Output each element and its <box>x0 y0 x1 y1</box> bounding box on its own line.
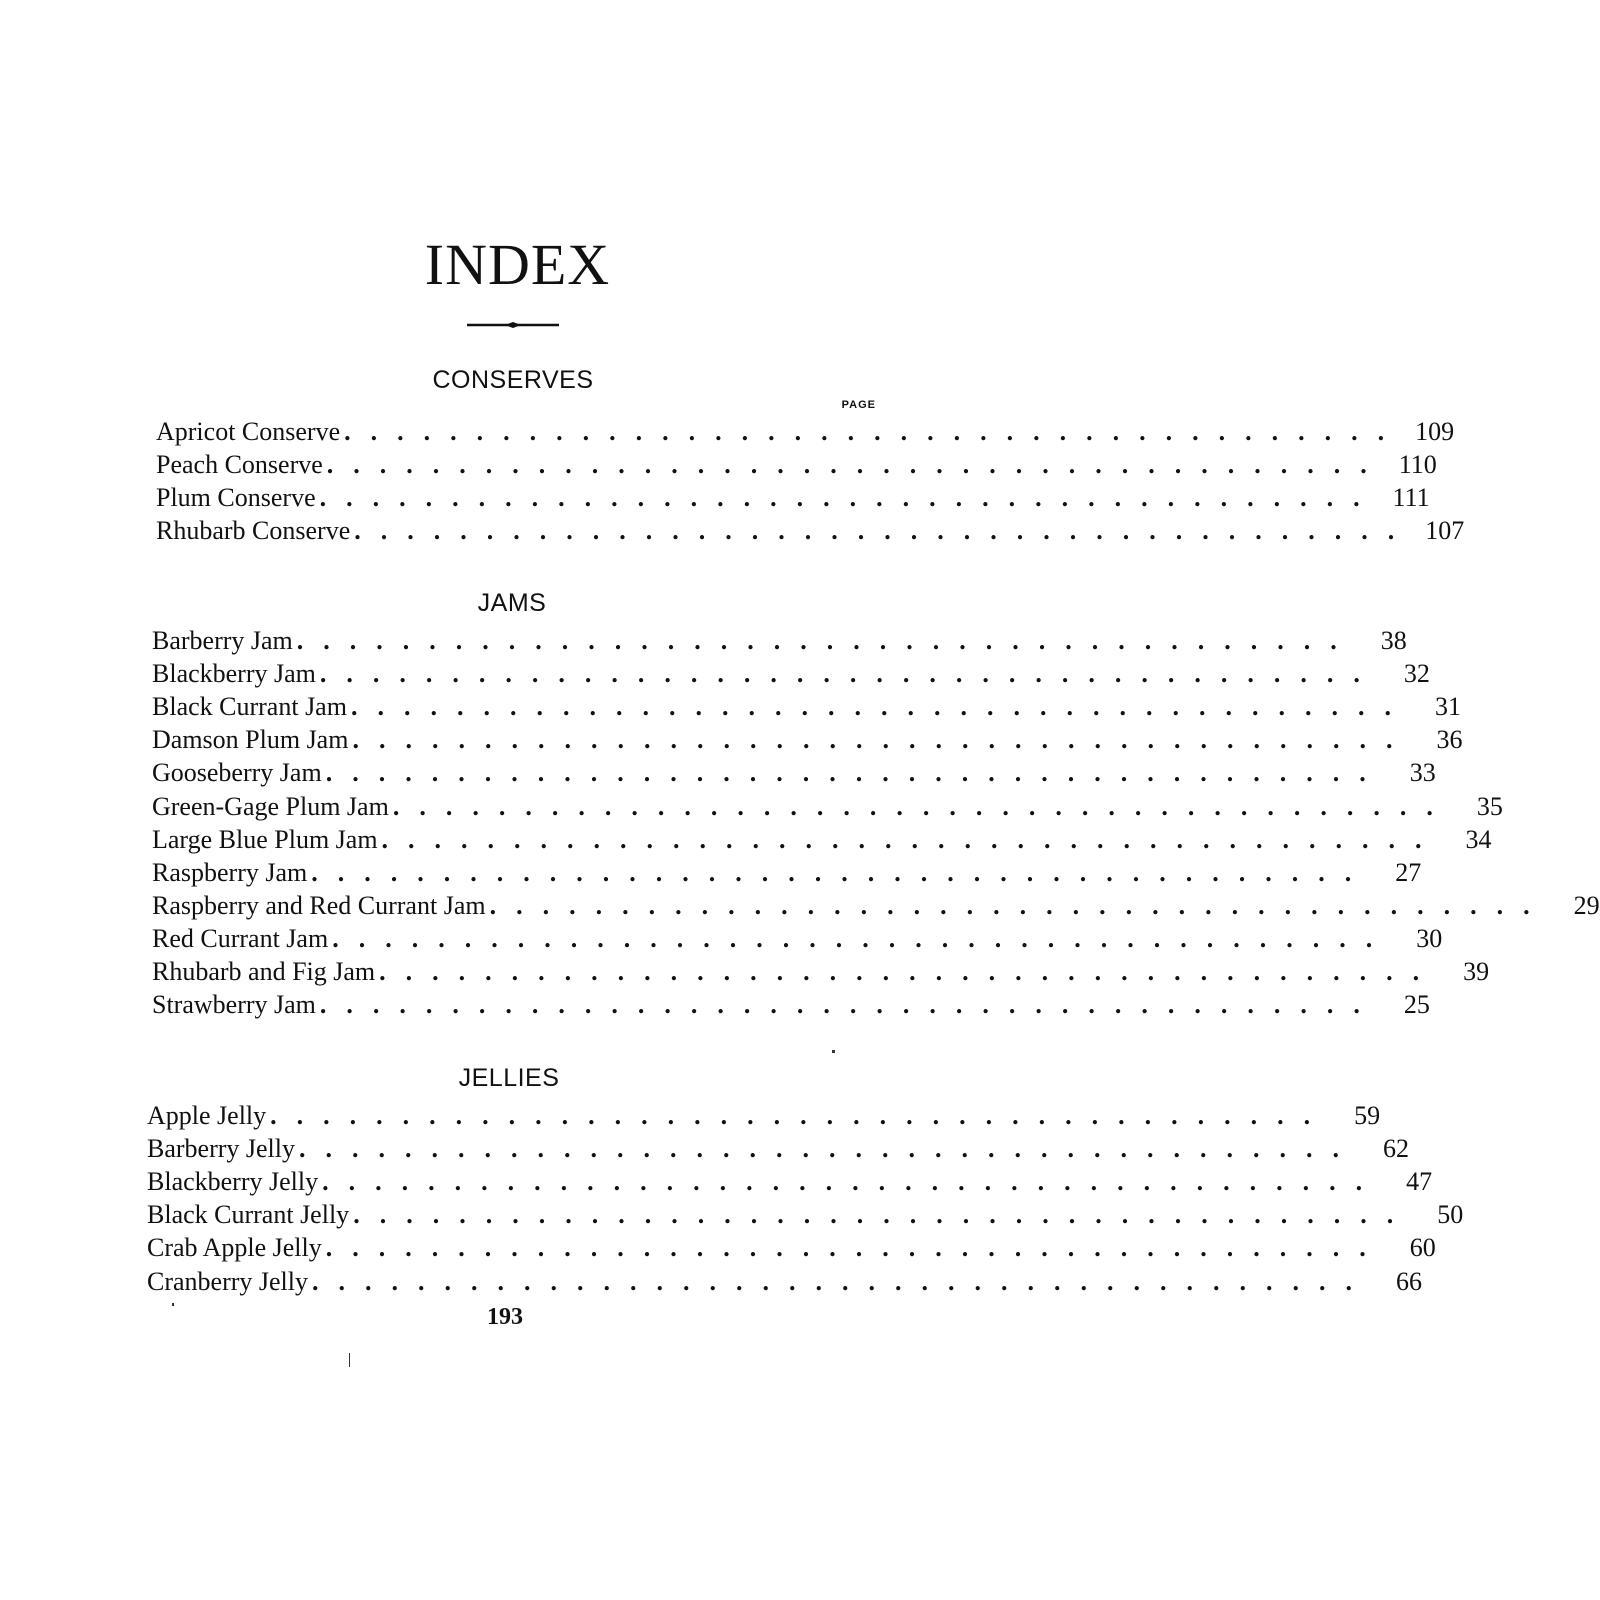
dot-leader: ........................................ <box>353 1200 1414 1230</box>
dot-leader: ........................................ <box>489 890 1550 920</box>
entry-page-number: 29 <box>1573 890 1600 920</box>
index-entry <box>156 448 1437 481</box>
entry-page-number: 50 <box>1437 1200 1464 1230</box>
index-entry <box>152 657 1430 690</box>
index-entry <box>156 514 1465 547</box>
index-entry <box>147 1198 1464 1231</box>
index-entry <box>152 624 1407 657</box>
entry-page-number: 33 <box>1409 758 1436 788</box>
entry-page-number: 27 <box>1395 857 1422 887</box>
entry-title: Red Currant Jam <box>152 923 329 953</box>
section-heading: CONSERVES <box>432 366 594 394</box>
section-heading: JAMS <box>477 589 547 617</box>
entry-title: Green-Gage Plum Jam <box>152 791 389 821</box>
entry-page-number: 66 <box>1396 1266 1423 1296</box>
index-entry <box>152 790 1503 823</box>
index-entry <box>156 481 1430 514</box>
index-entry <box>152 690 1461 723</box>
dot-leader: ........................................ <box>344 417 1405 446</box>
scan-speck <box>349 1353 350 1367</box>
entry-page-number: 32 <box>1403 659 1430 689</box>
entry-title: Crab Apple Jelly <box>147 1233 322 1263</box>
entry-title: Raspberry Jam <box>152 857 308 887</box>
entry-title: Cranberry Jelly <box>147 1266 309 1296</box>
entry-title: Apple Jelly <box>147 1101 267 1130</box>
index-entry <box>152 723 1463 756</box>
dot-leader: ........................................ <box>322 1167 1383 1197</box>
dot-leader: ........................................ <box>352 725 1413 755</box>
entry-title: Raspberry and Red Currant Jam <box>152 890 486 920</box>
dot-leader: ........................................ <box>312 1266 1373 1296</box>
dot-leader: ........................................ <box>392 791 1453 821</box>
entry-page-number: 111 <box>1392 483 1430 513</box>
page-title: INDEX <box>424 232 611 297</box>
entry-title: Large Blue Plum Jam <box>152 824 378 854</box>
entry-page-number: 35 <box>1476 791 1503 821</box>
dot-leader: ........................................ <box>299 1134 1360 1164</box>
index-entry <box>152 823 1492 856</box>
index-entry <box>156 415 1455 448</box>
entry-title: Damson Plum Jam <box>152 725 349 755</box>
index-entry <box>147 1265 1423 1298</box>
index-entry <box>152 889 1600 922</box>
entry-title: Peach Conserve <box>156 450 323 480</box>
index-entry <box>147 1132 1410 1165</box>
dot-leader: ........................................ <box>311 857 1372 887</box>
entry-page-number: 107 <box>1425 516 1465 546</box>
entry-page-number: 34 <box>1465 824 1492 854</box>
dot-leader: ........................................ <box>350 692 1411 722</box>
entry-title: Apricot Conserve <box>156 417 341 446</box>
scan-speck <box>172 1303 174 1306</box>
index-entry <box>152 756 1436 789</box>
section-heading: JELLIES <box>458 1064 560 1092</box>
entry-page-number: 60 <box>1409 1233 1436 1263</box>
index-entry <box>147 1231 1436 1264</box>
index-entry <box>152 988 1430 1021</box>
index-entry <box>147 1099 1381 1132</box>
entry-page-number: 110 <box>1398 450 1437 480</box>
entry-title: Strawberry Jam <box>152 990 316 1020</box>
dot-leader: ........................................ <box>319 483 1380 513</box>
entry-title: Gooseberry Jam <box>152 758 322 788</box>
title-rule-ornament <box>467 322 559 328</box>
entry-title: Blackberry Jelly <box>147 1167 319 1197</box>
entry-title: Black Currant Jelly <box>147 1200 350 1230</box>
dot-leader: ........................................ <box>325 1233 1386 1263</box>
dot-leader: ........................................ <box>332 923 1393 953</box>
dot-leader: ........................................ <box>325 758 1386 788</box>
entry-page-number: 62 <box>1383 1134 1410 1164</box>
dot-leader: ........................................ <box>326 450 1387 480</box>
entry-page-number: 31 <box>1434 692 1461 722</box>
dot-leader: ........................................ <box>319 659 1380 689</box>
entry-title: Rhubarb and Fig Jam <box>152 957 376 986</box>
entry-page-number: 38 <box>1380 626 1407 655</box>
dot-leader: ........................................ <box>296 626 1357 655</box>
page-column-label: PAGE <box>841 399 876 411</box>
entry-page-number: 59 <box>1354 1101 1381 1130</box>
entry-title: Black Currant Jam <box>152 692 347 722</box>
dot-leader: ........................................ <box>379 957 1440 986</box>
entry-page-number: 47 <box>1406 1167 1433 1197</box>
entry-title: Barberry Jelly <box>147 1134 296 1164</box>
page-number: 193 <box>487 1304 523 1330</box>
dot-leader: ........................................ <box>381 824 1442 854</box>
entry-page-number: 39 <box>1463 957 1490 986</box>
index-entry <box>152 922 1443 955</box>
entry-page-number: 30 <box>1416 923 1443 953</box>
dot-leader: ........................................ <box>270 1101 1331 1130</box>
index-entry <box>152 955 1490 988</box>
entry-title: Barberry Jam <box>152 626 293 655</box>
index-entry <box>152 856 1422 889</box>
scan-speck <box>832 1050 835 1053</box>
entry-title: Blackberry Jam <box>152 659 316 689</box>
entry-page-number: 109 <box>1415 417 1455 446</box>
index-entry <box>147 1165 1433 1198</box>
dot-leader: ........................................ <box>354 516 1415 546</box>
entry-title: Rhubarb Conserve <box>156 516 351 546</box>
entry-page-number: 25 <box>1403 990 1430 1020</box>
entry-page-number: 36 <box>1436 725 1463 755</box>
entry-title: Plum Conserve <box>156 483 316 513</box>
dot-leader: ........................................ <box>319 990 1380 1020</box>
